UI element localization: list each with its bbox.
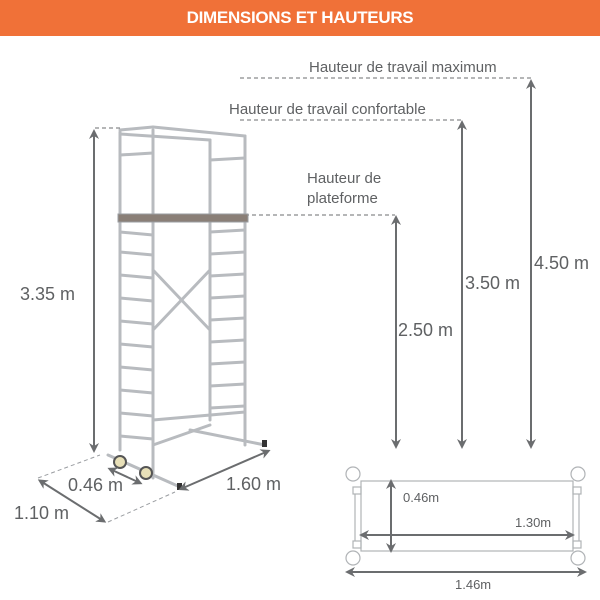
height-arrows <box>94 84 531 448</box>
platform-height-value: 2.50 m <box>398 320 454 340</box>
wheel-icon <box>114 456 126 468</box>
max-work-height-label: Hauteur de travail maximum <box>309 59 497 76</box>
platform-height-label-2: plateforme <box>307 190 378 207</box>
comfortable-work-height-label: Hauteur de travail confortable <box>229 101 426 118</box>
comfortable-height-value: 3.50 m <box>465 273 521 293</box>
scaffold-length-value: 1.60 m <box>226 474 282 494</box>
top-inner-width-value: 0.46m <box>403 490 440 505</box>
max-height-value: 4.50 m <box>534 253 590 273</box>
page-title: DIMENSIONS ET HAUTEURS <box>186 8 414 27</box>
scaffold-frame <box>108 127 265 487</box>
top-outer-length-value: 1.46m <box>455 577 492 592</box>
top-inner-length-value: 1.30m <box>515 515 552 530</box>
wheel-icon <box>140 467 152 479</box>
scaffold-width-value: 0.46 m <box>68 475 124 495</box>
scaffold-depth-value: 1.10 m <box>14 503 70 523</box>
platform <box>118 214 248 222</box>
scaffold-height-value: 3.35 m <box>20 284 76 304</box>
platform-height-label-1: Hauteur de <box>307 170 382 187</box>
